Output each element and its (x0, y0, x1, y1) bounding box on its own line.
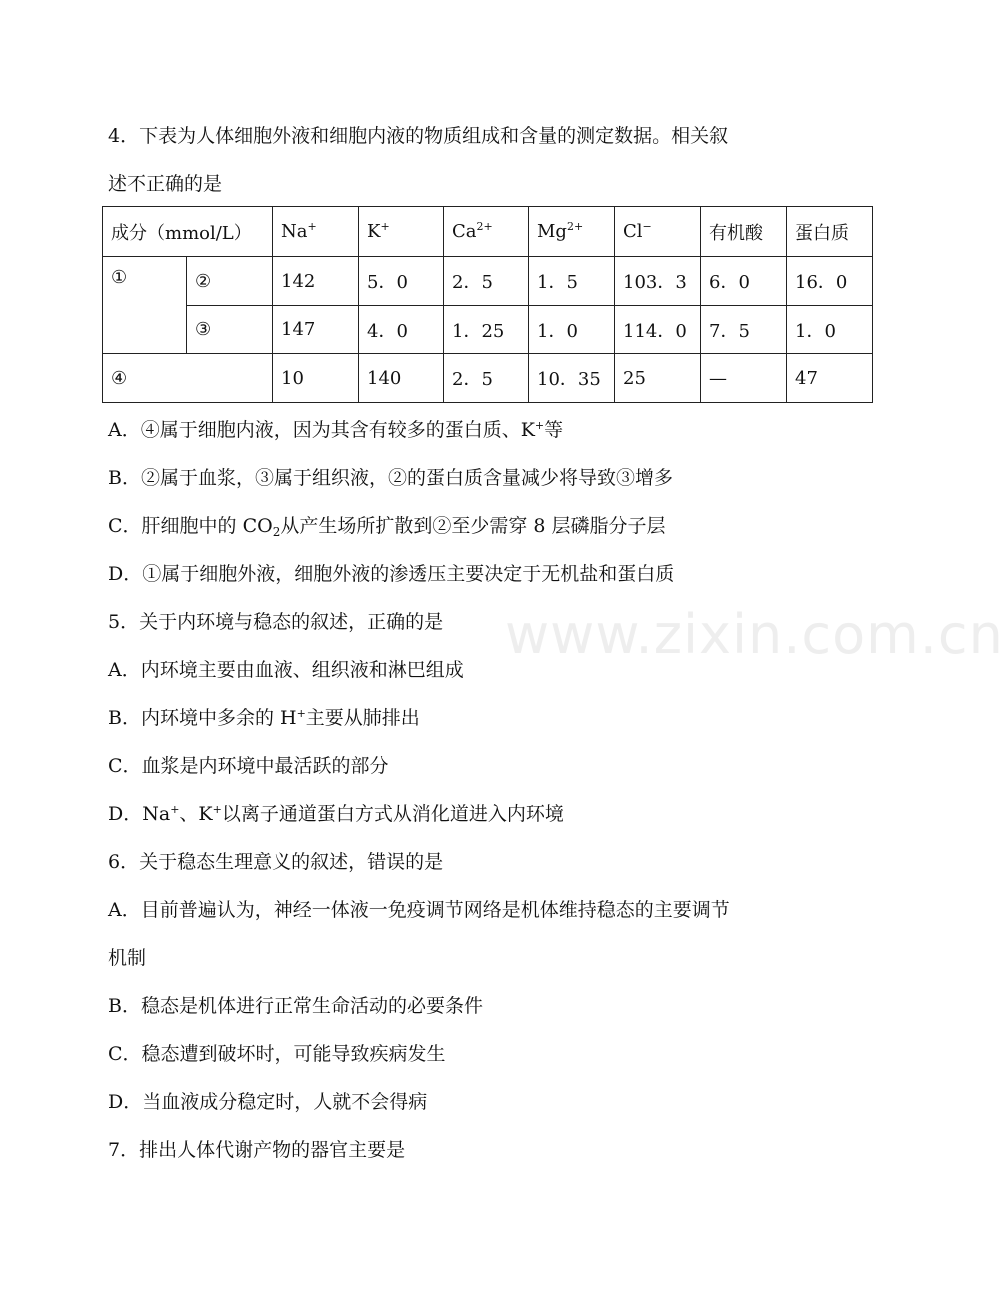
cell: 16．0 (787, 257, 873, 306)
cell: 142 (273, 257, 359, 306)
table-row (103, 306, 873, 354)
header-na: Na+ (273, 207, 359, 257)
cell: 47 (787, 354, 873, 403)
row-label-4: ④ (103, 354, 273, 403)
cell: 2．5 (444, 354, 529, 403)
row-label-2: ② (187, 257, 273, 306)
q6-option-a-line1: A．目前普遍认为，神经一体液一免疫调节网络是机体维持稳态的主要调节 (108, 899, 730, 921)
q4-option-a: A．④属于细胞内液，因为其含有较多的蛋白质、K+等 (108, 419, 564, 441)
cell: 1．0 (787, 306, 873, 354)
q6-option-d: D．当血液成分稳定时，人就不会得病 (108, 1091, 428, 1113)
cell: 10．35 (529, 354, 615, 403)
cell: 2．5 (444, 257, 529, 306)
cell: 103．3 (615, 257, 701, 306)
table-header-row (103, 207, 873, 257)
q7-stem: 7．排出人体代谢产物的器官主要是 (108, 1139, 406, 1161)
q4-option-c: C．肝细胞中的 $CO_2$从产生场所扩散到②至少需穿 8 层磷脂分子层 (108, 515, 666, 539)
row-group-1: ① (103, 257, 187, 354)
cell: 6．0 (701, 257, 787, 306)
header-protein: 蛋白质 (787, 207, 873, 257)
cell: 1．25 (444, 306, 529, 354)
cell: — (701, 354, 787, 403)
cell: 25 (615, 354, 701, 403)
table-row (103, 257, 873, 306)
watermark: www.zixin.com.cn (505, 603, 1004, 666)
header-mg: $Mg^{2+}$ (529, 207, 615, 257)
q6-stem: 6．关于稳态生理意义的叙述，错误的是 (108, 851, 444, 873)
q6-option-a-line2: 机制 (108, 947, 147, 969)
q6-option-c: C．稳态遭到破坏时，可能导致疾病发生 (108, 1043, 446, 1065)
q5-option-b: B．内环境中多余的 H+主要从肺排出 (108, 707, 420, 729)
q5-stem: 5．关于内环境与稳态的叙述，正确的是 (108, 611, 444, 633)
cell: 114．0 (615, 306, 701, 354)
cell: 1．5 (529, 257, 615, 306)
table-row (103, 354, 873, 403)
header-k: K+ (359, 207, 444, 257)
header-ca: $Ca^{2+}$ (444, 207, 529, 257)
cell: 7．5 (701, 306, 787, 354)
cell: 5．0 (359, 257, 444, 306)
q4-stem-line2: 述不正确的是 (108, 173, 223, 195)
q4-option-b: B．②属于血浆，③属于组织液，②的蛋白质含量减少将导致③增多 (108, 467, 673, 489)
header-component: 成分（mmol/L） (103, 207, 273, 257)
cell: 147 (273, 306, 359, 354)
header-cl: Cl− (615, 207, 701, 257)
q6-option-b: B．稳态是机体进行正常生命活动的必要条件 (108, 995, 483, 1017)
row-label-3: ③ (187, 306, 273, 354)
cell: 4．0 (359, 306, 444, 354)
cell: 140 (359, 354, 444, 403)
header-organic-acid: 有机酸 (701, 207, 787, 257)
q4-stem-line1: 4．下表为人体细胞外液和细胞内液的物质组成和含量的测定数据。相关叙 (108, 125, 729, 147)
q5-option-a: A．内环境主要由血液、组织液和淋巴组成 (108, 659, 464, 681)
q5-option-c: C．血浆是内环境中最活跃的部分 (108, 755, 389, 777)
cell: 10 (273, 354, 359, 403)
q4-option-d: D．①属于细胞外液，细胞外液的渗透压主要决定于无机盐和蛋白质 (108, 563, 675, 585)
cell: 1．0 (529, 306, 615, 354)
q5-option-d: D．Na+、K+以离子通道蛋白方式从消化道进入内环境 (108, 803, 564, 825)
q4-data-table (102, 206, 873, 403)
